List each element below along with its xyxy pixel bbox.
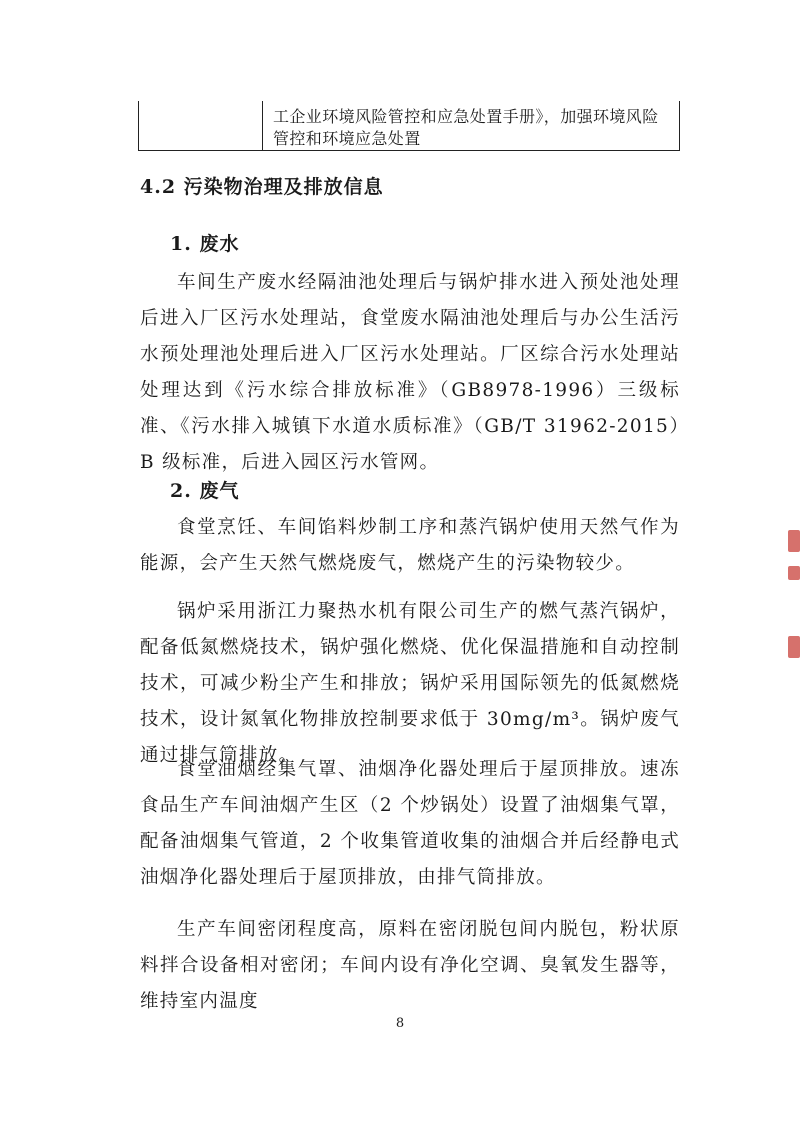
stamp-edge-mark [788,636,800,658]
exhaust-paragraph-4: 生产车间密闭程度高，原料在密闭脱包间内脱包，粉状原料拌合设备相对密闭；车间内设有净化空调、臭氧发生器等，维持室内温度 [140,919,680,1012]
exhaust-paragraph-2: 锅炉采用浙江力聚热水机有限公司生产的燃气蒸汽锅炉，配备低氮燃烧技术，锅炉强化燃烧、优化保温措施和自动控制技术，可减少粉尘产生和排放；锅炉采用国际领先的低氮燃烧技术，设计氮氧化物排放控制要求低于 30mg/m³。锅炉废气通过排气筒排放。 [140,601,680,766]
table-fragment [138,101,680,151]
exhaust-paragraph-1: 食堂烹饪、车间馅料炒制工序和蒸汽锅炉使用天然气作为能源，会产生天然气燃烧废气，燃烧产生的污染物较少。 [140,517,680,574]
section-title: 4.2 污染物治理及排放信息 [140,176,384,198]
stamp-edge-mark [788,566,800,580]
table-right-cell: 工企业环境风险管控和应急处置手册》，加强环境风险管控和环境应急处置 [273,107,659,148]
exhaust-paragraph-3: 食堂油烟经集气罩、油烟净化器处理后于屋顶排放。速冻食品生产车间油烟产生区（2 个炒锅处）设置了油烟集气罩，配备油烟集气管道，2 个收集管道收集的油烟合并后经静电式油烟净化器处理后于屋顶排放，由排气筒排放。 [140,759,680,888]
wastewater-paragraph: 车间生产废水经隔油池处理后与锅炉排水进入预处池处理后进入厂区污水处理站，食堂废水隔油池处理后与办公生活污水预处理池处理后进入厂区污水处理站。厂区综合污水处理站处理达到《污水综合排放标准》（GB8978-1996）三级标准、《污水排入城镇下水道水质标准》（GB/T 31962-2015）B 级标准，后进入园区污水管网。 [140,272,680,473]
table-left-cell [139,101,263,150]
exhaust-heading: 2. 废气 [170,480,240,502]
wastewater-heading: 1. 废水 [170,233,240,255]
page-number: 8 [395,1016,405,1031]
stamp-edge-mark [788,530,800,552]
